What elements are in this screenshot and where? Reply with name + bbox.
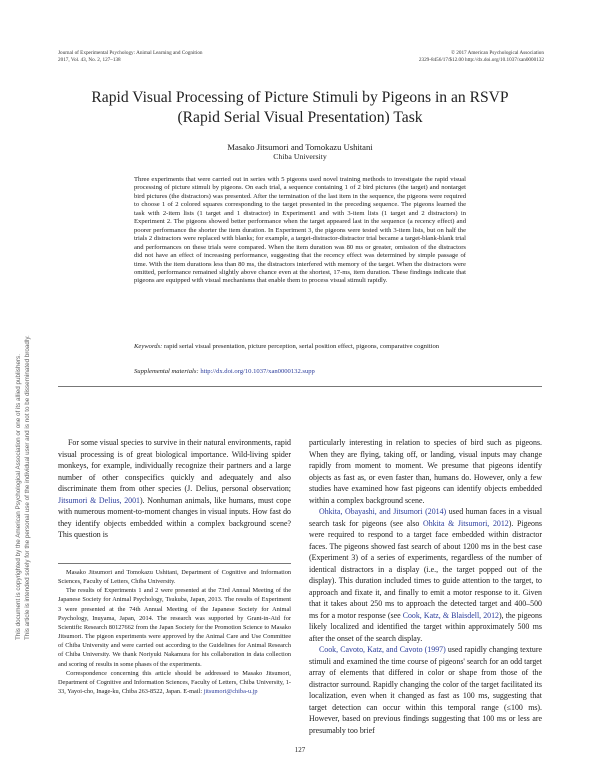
footnote-divider	[58, 563, 291, 564]
paragraph: Ohkita, Obayashi, and Jitsumori (2014) used human faces in a visual search task for pigeons (see also Ohkita & Jitsumori, 2012). Pigeons were required to respond to a target face embedded within distractor faces. The pigeons showed fast search of about 1200 ms in the best case (Experiment 3) of a series of experiments, regardless of the number of identical distractors in a display (i.e., the target popped out of the display). This duration included times to guide attention to the target, to approach and fixate it, and finally to emit a motor response to it. Given that it takes about 250 ms to approach the detected target and 400–500 ms for a motor response (see Cook, Katz, & Blaisdell, 2012), the pigeons likely localized and identified the target within approximately 500 ms after the onset of the search display.	[309, 507, 543, 643]
journal-volume: 2017, Vol. 43, No. 2, 127–138	[58, 57, 121, 63]
paragraph: For some visual species to survive in their natural environments, rapid visual processing is of great biological importance. Wild-living spider monkeys, for example, individually recognize their partners and a large number of other conspecifics quickly and adequately and also discriminate them from other species (J. Delius, personal observation; Jitsumori & Delius, 2001). Nonhuman animals, like humans, must cope with numerous moment-to-moment changes in visual inputs. How fast do they identify objects embedded within a complex background scene? This question is	[58, 438, 291, 539]
title-line-1: Rapid Visual Processing of Picture Stimuli by Pigeons in an RSVP	[91, 89, 509, 106]
citation-link[interactable]: Cook, Cavoto, Katz, and Cavoto (1997)	[319, 645, 446, 654]
citation-link[interactable]: Ohkita, Obayashi, and Jitsumori (2014)	[319, 507, 447, 516]
supplemental-label: Supplemental materials:	[134, 368, 199, 375]
authors: Masako Jitsumori and Tomokazu Ushitani	[227, 142, 373, 152]
supplemental-materials	[134, 368, 466, 376]
citation-link[interactable]: Cook, Katz, & Blaisdell, 2012	[402, 610, 499, 620]
paragraph: Cook, Cavoto, Katz, and Cavoto (1997) used rapidly changing texture stimuli and examined the time course of pigeons' search for an odd target array of elements that differed in color or shape from those of the distractor surround. Rapidly changing the color of the target facilitated its localization, even when it changed as fast as 100 ms, suggesting that target detection can occur within this temporal range (≤100 ms). However, based on previous findings suggesting that 100 ms or less are presumably too brief	[309, 645, 542, 735]
title-line-2: (Rapid Serial Visual Presentation) Task	[177, 109, 423, 126]
affiliation: Chiba University	[273, 152, 327, 161]
page-number: 127	[294, 746, 306, 754]
keywords-label: Keywords:	[134, 343, 163, 350]
citation-link[interactable]: Jitsumori & Delius, 2001	[58, 495, 140, 505]
section-divider	[58, 386, 542, 387]
keywords-text: rapid serial visual presentation, picture perception, serial position effect, pigeons, comparative cognition	[163, 343, 440, 350]
keywords	[134, 343, 466, 351]
article-title	[60, 88, 540, 128]
copyright-notice: © 2017 American Psychological Association	[451, 50, 544, 56]
sidebar-line-1: This document is copyrighted by the American Psychological Association or one of its allied publishers.	[15, 354, 22, 640]
citation-link[interactable]: Ohkita & Jitsumori, 2012	[423, 518, 509, 528]
journal-header-left	[58, 50, 203, 64]
body-column-right	[309, 437, 542, 736]
journal-name: Journal of Experimental Psychology: Animal Learning and Cognition	[58, 50, 203, 56]
journal-header-right	[419, 50, 544, 64]
abstract: Three experiments that were carried out in series with 5 pigeons used novel training methods to investigate the rapid visual processing of picture stimuli by pigeons. On each trial, a sequence containing 1 of 2 bird pictures (the target) and nontarget bird pictures (the distractors) was presented. After the termination of the last item in the sequence, the pigeons were required to choose 1 of 2 colored squares corresponding to the target presented in the preceding sequence. The pigeons learned the task with 2-item lists (1 target and 1 distractor) in Experiment1 and with 3-item lists (1 target and 2 distractors) in Experiment 2. The pigeons showed better performance when the target appeared last in the sequence (a recency effect) and poorer performance the shorter the item duration. In Experiment 3, the pigeons were tested with 3-item lists, but on half the trials 2 distractors were replaced with blanks; for example, a target-distractor-distractor trial became a target-blank-blank trial and performances on these trials were compared. When the item duration was 80 ms or greater, omission of the distractors did not have an effect of increasing performance, suggesting that the recency effect was determined by simple passage of time. With the item durations less than 80 ms, the distractors interfered with memory of the target. When the distractors were omitted, performance remained slightly above chance even at the shortest, 17-ms, item duration. These findings indicate that pigeons are equipped with visual mechanisms that enable them to process visual stimuli rapidly.	[134, 176, 466, 285]
author-note	[58, 568, 291, 696]
copyright-sidebar	[14, 40, 32, 640]
paragraph: particularly interesting in relation to species of bird such as pigeons. When they are flying, taking off, or landing, visual inputs may change rapidly from moment to moment. We presume that pigeons identify objects as fast as, or even faster than, humans do. However, only a few studies have examined how fast pigeons can identify objects embedded within a complex background scene.	[309, 438, 542, 505]
sidebar-line-2: This article is intended solely for the personal use of the individual user and is not to be disseminated broadly.	[24, 335, 31, 640]
footnote-paragraph: Masako Jitsumori and Tomokazu Ushitani, Department of Cognitive and Information Sciences, Faculty of Letters, Chiba University.	[58, 569, 291, 586]
footnote-paragraph: The results of Experiments 1 and 2 were presented at the 73rd Annual Meeting of the Japanese Society for Animal Psychology, Tsukuba, Japan, 2013. The results of Experiment 3 were presented at the 74th Annual Meeting of the Japanese Society for Animal Psychology, Inuyama, Japan, 2014. The research was supported by Grant-in-Aid for Scientific Research 80127662 from the Japan Society for the Promotion Science to Masako Jitsumori. The pigeon experiments were approved by the Animal Care and Use Committee of Chiba University and were carried out according to the Guidelines for Animal Research of Chiba University. We thank Noriyuki Nakamura for his collaboration in data collection and scoring of results in some phases of the experiments.	[58, 587, 291, 668]
body-column-left	[58, 437, 291, 541]
email-link[interactable]: jitsumori@chiba-u.jp	[203, 688, 258, 696]
issn-doi: 2329-8456/17/$12.00 http://dx.doi.org/10.1037/xan0000132	[418, 57, 544, 63]
footnote-paragraph: Correspondence concerning this article should be addressed to Masako Jitsumori, Department of Cognitive and Information Sciences, Faculty of Letters, Chiba University, 1-33, Yayoi-cho, Inage-ku, Chiba 263-8522, Japan. E-mail: jitsumori@chiba-u.jp	[58, 669, 291, 696]
supplemental-link[interactable]: http://dx.doi.org/10.1037/xan0000132.supp	[200, 368, 315, 375]
